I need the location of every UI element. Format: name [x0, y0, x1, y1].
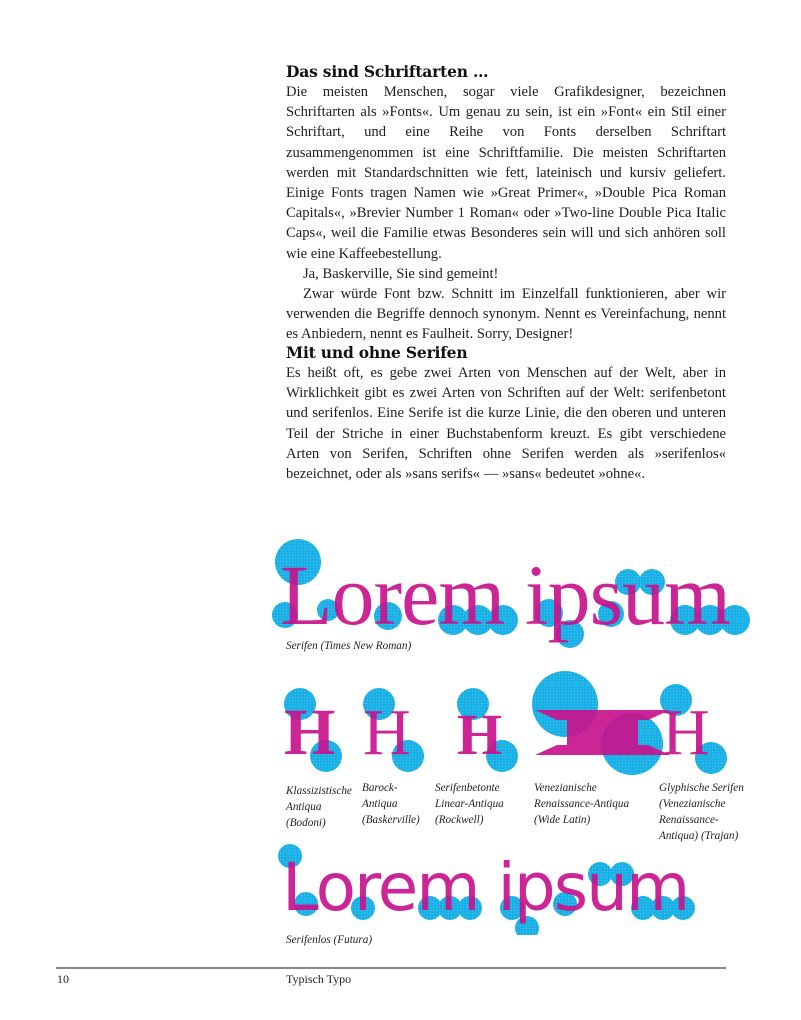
section-serifen	[286, 343, 726, 484]
caption-baskerville: Barock- Antiqua (Baskerville)	[362, 782, 420, 826]
running-title: Typisch Typo	[286, 972, 352, 986]
serif-sample-illustration	[270, 530, 760, 650]
body-paragraph: Es heißt oft, es gebe zwei Arten von Menschen auf der Welt, aber in Wirklichkeit gibt es zwei Arten von Schriften auf der Welt: serifenbetont und serifenlos. Eine Serife ist die kurze Linie, die den oberen und unteren Teil der Striche in einer Buchstabenform kreuzt. Es gibt verschiedene Arten von Serifen, Schriften ohne Serifen werden als »serifenlos« bezeichnet, oder als »sans serifs« — »sans« bedeutet »ohne«.	[286, 365, 726, 483]
sans-sample-illustration	[270, 840, 720, 935]
body-paragraph: Zwar würde Font bzw. Schnitt im Einzelfall funktionieren, aber wir verwenden die Begriffe dennoch synonym. Nennt es Vereinfachung, nennt es Anbiedern, nennt es Faulheit. Sorry, Designer!	[286, 286, 726, 343]
section-heading: Das sind Schriftarten …	[286, 62, 489, 81]
caption-trajan: Glyphische Serifen (Venezianische Renaissance- Antiqua) (Trajan)	[659, 782, 744, 842]
section-heading: Mit und ohne Serifen	[286, 343, 468, 362]
section-schriftarten	[286, 62, 726, 345]
h-baskerville: H	[363, 696, 411, 769]
footer-rule	[56, 967, 726, 969]
serif-sample-text: Lorem ipsum	[280, 547, 730, 643]
caption-serif: Serifen (Times New Roman)	[286, 640, 412, 652]
caption-sans: Serifenlos (Futura)	[286, 934, 373, 946]
caption-rockwell: Serifenbetonte Linear-Antiqua (Rockwell)	[435, 782, 504, 826]
sans-sample-text: Lorem ipsum	[282, 849, 689, 926]
body-paragraph: Die meisten Menschen, sogar viele Grafikdesigner, bezeichnen Schriftarten als »Fonts«. Um genau zu sein, ist ein »Font« ein Stil einer Schriftart, und eine Reihe von Fonts derselben Schriftart zusammengenommen ist eine Schriftfamilie. Die meisten Schriftarten werden mit Standardschnitten wie fett, lateinisch und kursiv geliefert. Einige Fonts tragen Namen wie »Great Primer«, »Double Pica Roman Capitals«, »Brevier Number 1 Roman« oder »Two-line Double Pica Italic Caps«, weil die Familie etwas Besonderes sein will und sich anhören soll wie eine Kaffeebestellung.	[286, 84, 726, 262]
h-bodoni: H	[284, 696, 336, 769]
h-trajan: H	[662, 696, 710, 769]
caption-wide-latin: Venezianische Renaissance-Antiqua (Wide Latin)	[534, 782, 630, 826]
h-serif-samples	[270, 660, 760, 780]
body-paragraph: Ja, Baskerville, Sie sind gemeint!	[303, 265, 499, 282]
page-number: 10	[57, 972, 69, 986]
caption-bodoni: Klassizistische Antiqua (Bodoni)	[286, 785, 352, 829]
h-rockwell: H	[457, 702, 503, 767]
